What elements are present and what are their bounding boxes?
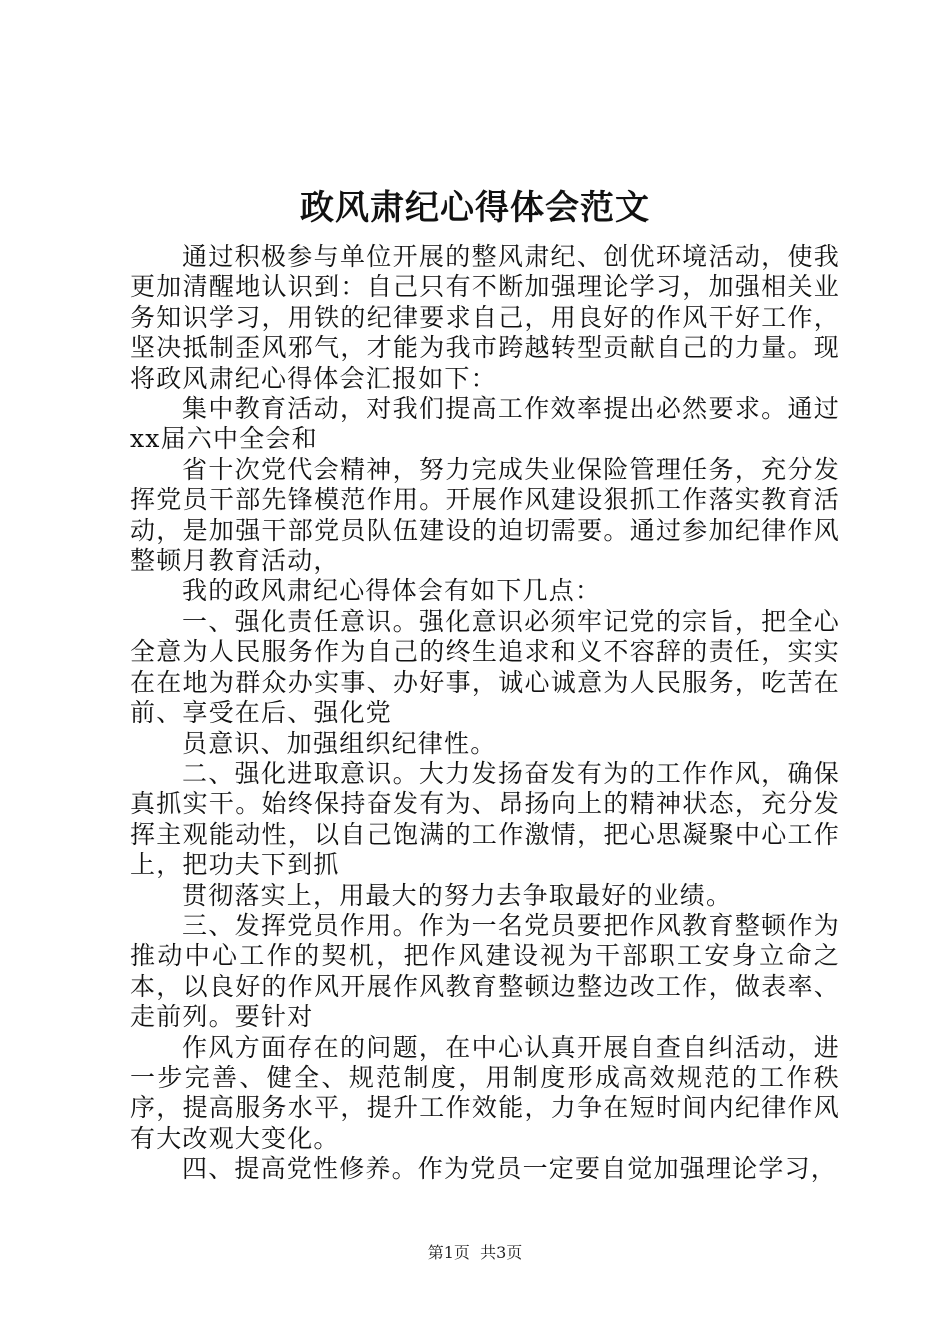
page-footer (0, 1243, 950, 1263)
paragraph: 贯彻落实上，用最大的努力去争取最好的业绩。 (182, 880, 733, 910)
page-total: 共3页 (480, 1243, 523, 1262)
paragraph: 二、强化进取意识。大力发扬奋发有为的工作作风，确保真抓实干。始终保持奋发有为、昂扬向上的精神状态，充分发挥主观能动性，以自己饱满的工作激情，把心思凝聚中心工作上，把功夫下到抓 (130, 758, 840, 880)
document-body (130, 242, 840, 1185)
paragraph: 我的政风肃纪心得体会有如下几点： (182, 576, 602, 606)
paragraph: 员意识、加强组织纪律性。 (182, 728, 497, 758)
page-title: 政风肃纪心得体会范文 (300, 188, 650, 228)
paragraph: 通过积极参与单位开展的整风肃纪、创优环境活动，使我更加清醒地认识到：自己只有不断加强理论学习，加强相关业务知识学习，用铁的纪律要求自己，用良好的作风干好工作，坚决抵制歪风邪气，才能为我市跨越转型贡献自己的力量。现将政风肃纪心得体会汇报如下： (130, 242, 840, 393)
footer-spacer (470, 1243, 480, 1262)
paragraph: 三、发挥党员作用。作为一名党员要把作风教育整顿作为推动中心工作的契机，把作风建设视为干部职工安身立命之本，以良好的作风开展作风教育整顿边整边改工作，做表率、走前列。要针对 (130, 910, 840, 1032)
paragraph: 集中教育活动，对我们提高工作效率提出必然要求。通过xx届六中全会和 (130, 394, 840, 454)
paragraph: 省十次党代会精神，努力完成失业保险管理任务，充分发挥党员干部先锋模范作用。开展作风建设狠抓工作落实教育活动，是加强干部党员队伍建设的迫切需要。通过参加纪律作风整顿月教育活动， (130, 454, 840, 576)
paragraph: 作风方面存在的问题，在中心认真开展自查自纠活动，进一步完善、健全、规范制度，用制度形成高效规范的工作秩序，提高服务水平，提升工作效能，力争在短时间内纪律作风有大改观大变化。 (130, 1032, 840, 1153)
paragraph: 四、提高党性修养。作为党员一定要自觉加强理论学习， (182, 1154, 838, 1184)
page-number: 第1页 (427, 1243, 470, 1262)
paragraph: 一、强化责任意识。强化意识必须牢记党的宗旨，把全心全意为人民服务作为自己的终生追求和义不容辞的责任，实实在在地为群众办实事、办好事，诚心诚意为人民服务，吃苦在前、享受在后、强化党 (130, 606, 840, 728)
